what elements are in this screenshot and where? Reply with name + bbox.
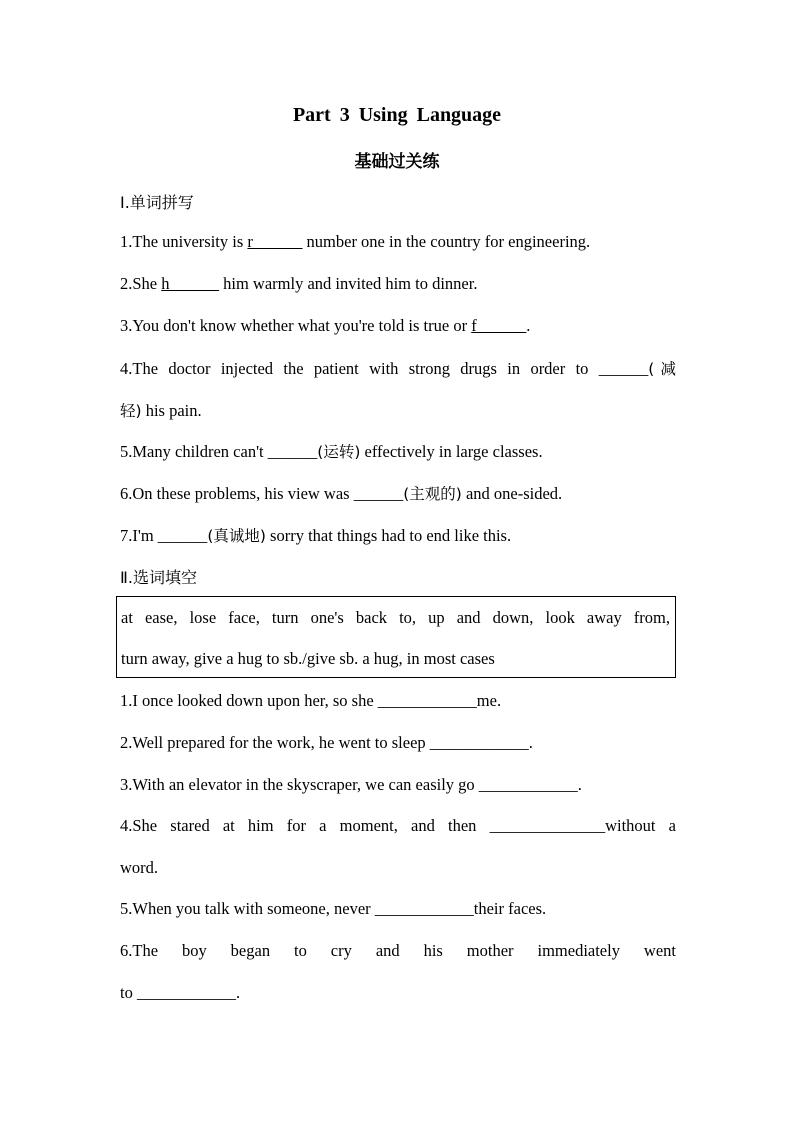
blank-3: f______ [471,316,527,335]
spelling-item-1: 1.The university is r______ number one in the country for engineering. [120,232,591,251]
fill-item-4-line1: 4.She stared at him for a moment, and then ______________without a [120,816,676,835]
page-subtitle: 基础过关练 [354,152,440,172]
word-bank-box [116,596,676,678]
spelling-item-4-line1: 4.The doctor injected the patient with strong drugs in order to ______(减 [120,359,676,378]
fill-item-5: 5.When you talk with someone, never ____________their faces. [120,899,547,918]
spelling-item-5: 5.Many children can't ______(运转) effectively in large classes. [120,442,543,461]
spelling-item-3: 3.You don't know whether what you're told is true or f______. [120,316,531,335]
spelling-item-4-line2: 轻) his pain. [120,401,202,420]
spelling-item-6: 6.On these problems, his view was ______(主观的) and one-sided. [120,484,563,503]
blank-2: h______ [161,274,219,293]
fill-item-1: 1.I once looked down upon her, so she ____________me. [120,691,502,710]
blank-1: r______ [247,232,303,251]
section-heading-spelling: Ⅰ.单词拼写 [120,193,194,212]
fill-item-4-line2: word. [120,858,159,877]
fill-item-3: 3.With an elevator in the skyscraper, we can easily go ____________. [120,775,582,794]
fill-item-6-line2: to ____________. [120,983,241,1002]
fill-item-2: 2.Well prepared for the work, he went to sleep ____________. [120,733,533,752]
spelling-item-2: 2.She h______ him warmly and invited him to dinner. [120,274,478,293]
section-heading-fill-in: Ⅱ.选词填空 [120,568,197,587]
page-title: Part 3 Using Language [292,104,502,126]
word-bank-line-1: at ease, lose face, turn one's back to, up and down, look away from, [121,608,670,627]
word-bank-line-2: turn away, give a hug to sb./give sb. a hug, in most cases [121,649,495,668]
spelling-item-7: 7.I'm ______(真诚地) sorry that things had to end like this. [120,526,512,545]
fill-item-6-line1: 6.The boy began to cry and his mother immediately went [120,941,676,960]
